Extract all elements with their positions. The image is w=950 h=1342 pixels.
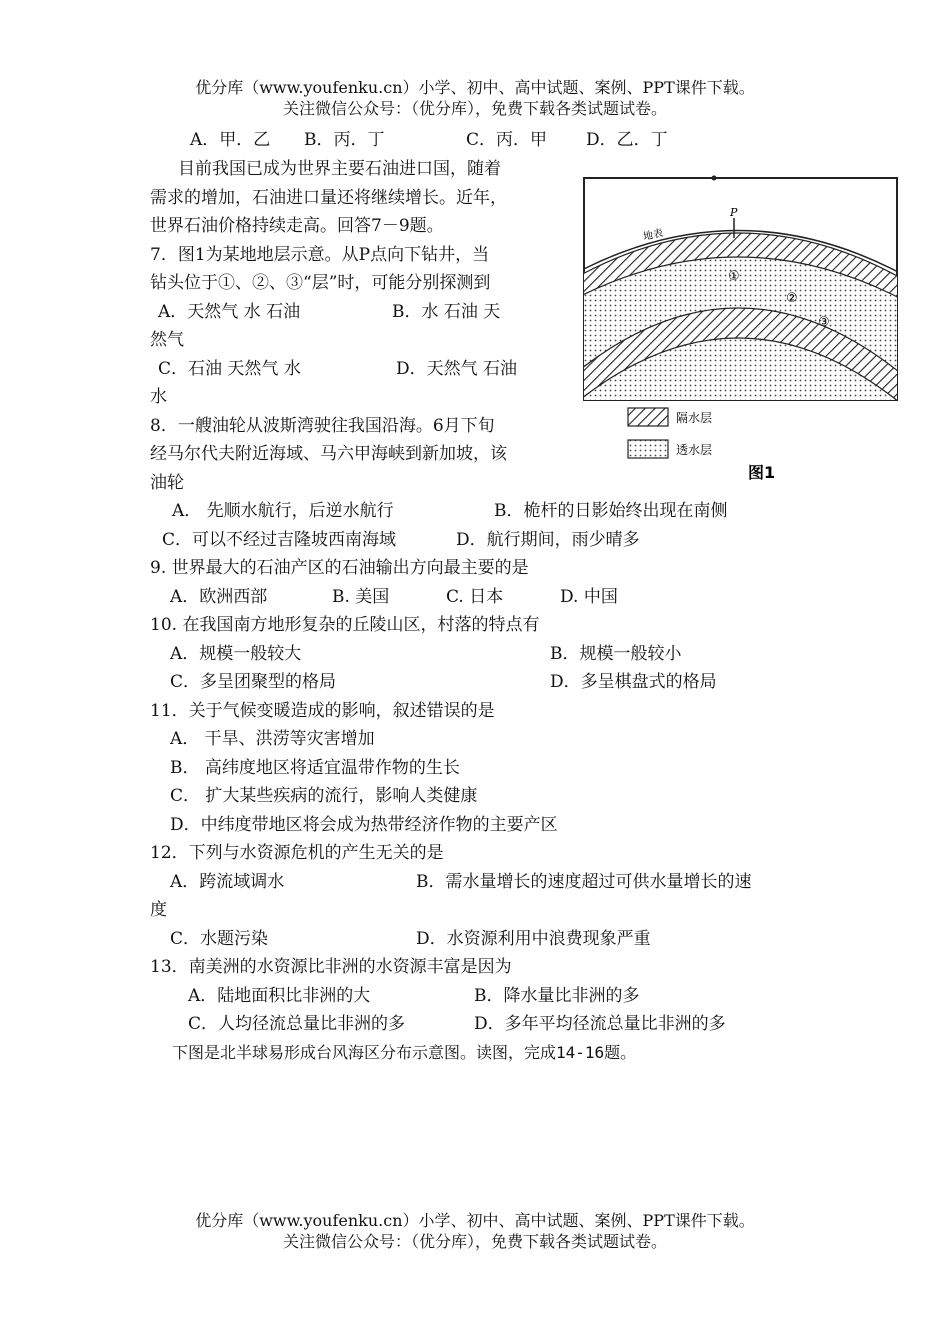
- legend-permeable-label: 透水层: [676, 443, 713, 457]
- header-line-2: 关注微信公众号：（优分库），免费下载各类试题试卷。: [282, 99, 667, 118]
- q10-option-b: B．规模一般较小: [550, 644, 682, 664]
- q13-option-c: C．人均径流总量比非洲的多: [188, 1014, 406, 1034]
- figure-caption: 图1: [748, 463, 776, 482]
- q8-stem-1: 8．一艘油轮从波斯湾驶往我国沿海。6月下旬: [150, 416, 495, 436]
- intro-line-3: 世界石油价格持续走高。回答7－9题。: [150, 216, 444, 236]
- q7-stem-2: 钻头位于①、②、③“层”时，可能分别探测到: [150, 273, 491, 293]
- legend-impermeable-swatch: [628, 408, 668, 426]
- next-section-intro: 下图是北半球易形成台风海区分布示意图。读图，完成14-16题。: [172, 1043, 637, 1062]
- q7-option-b: B．水 石油 天: [392, 302, 501, 322]
- q12-option-a: A．跨流域调水: [170, 872, 285, 892]
- q13-option-b: B．降水量比非洲的多: [474, 986, 640, 1006]
- q9-option-a: A．欧洲西部: [170, 587, 268, 607]
- q8-option-c: C．可以不经过吉隆坡西南海域: [162, 530, 397, 550]
- q13-option-a: A．陆地面积比非洲的大: [188, 986, 371, 1006]
- q11-option-a: A． 干旱、洪涝等灾害增加: [170, 729, 375, 749]
- q11-option-d: D．中纬度带地区将会成为热带经济作物的主要产区: [170, 815, 558, 835]
- q7-option-c: C．石油 天然气 水: [158, 359, 301, 379]
- q9-option-d: D. 中国: [560, 587, 618, 607]
- header-line-1: 优分库（www.youfenku.cn）小学、初中、高中试题、案例、PPT课件下载。: [195, 78, 755, 97]
- q9-option-b: B. 美国: [332, 587, 390, 607]
- q11-stem: 11．关于气候变暖造成的影响，叙述错误的是: [150, 701, 495, 721]
- p-label: P: [730, 206, 738, 219]
- q8-stem-3: 油轮: [150, 473, 184, 493]
- q7-option-a: A．天然气 水 石油: [158, 302, 301, 322]
- prev-option-c: C．丙．甲: [466, 130, 548, 150]
- q10-option-c: C．多呈团聚型的格局: [170, 672, 337, 692]
- q10-option-d: D．多呈棋盘式的格局: [550, 672, 717, 692]
- q10-option-a: A．规模一般较大: [170, 644, 302, 664]
- q7-option-b-cont: 然气: [150, 330, 184, 350]
- q7-option-d: D．天然气 石油: [396, 359, 518, 379]
- footer-line-1: 优分库（www.youfenku.cn）小学、初中、高中试题、案例、PPT课件下载。: [195, 1211, 755, 1230]
- intro-line-1: 目前我国已成为世界主要石油进口国，随着: [178, 159, 501, 179]
- q10-stem: 10. 在我国南方地形复杂的丘陵山区，村落的特点有: [150, 615, 540, 635]
- q8-option-d: D．航行期间，雨少晴多: [456, 530, 640, 550]
- q13-option-d: D．多年平均径流总量比非洲的多: [474, 1014, 726, 1034]
- q12-option-c: C．水题污染: [170, 929, 269, 949]
- q8-option-b: B．桅杆的日影始终出现在南侧: [494, 501, 728, 521]
- q13-stem: 13．南美洲的水资源比非洲的水资源丰富是因为: [150, 957, 512, 977]
- q8-option-a: A． 先顺水航行，后逆水航行: [172, 501, 394, 521]
- legend-permeable-swatch: [628, 440, 668, 458]
- q12-option-d: D．水资源利用中浪费现象严重: [416, 929, 651, 949]
- layer-1-label: ①: [728, 269, 740, 284]
- q11-option-b: B． 高纬度地区将适宜温带作物的生长: [170, 758, 460, 778]
- q8-stem-2: 经马尔代夫附近海域、马六甲海峡到新加坡，该: [150, 444, 507, 464]
- prev-option-a: A．甲．乙: [190, 130, 271, 150]
- figure-1-strata-diagram: [578, 158, 906, 486]
- q12-option-b: B．需水量增长的速度超过可供水量增长的速: [416, 872, 752, 892]
- surface-label: 地表: [642, 228, 665, 243]
- layer-3-label: ③: [818, 315, 830, 330]
- q7-stem-1: 7．图1为某地地层示意。从P点向下钻井，当: [150, 245, 490, 265]
- q9-option-c: C. 日本: [446, 587, 504, 607]
- legend-impermeable-label: 隔水层: [676, 411, 713, 425]
- prev-option-b: B．丙．丁: [304, 130, 385, 150]
- intro-line-2: 需求的增加，石油进口量还将继续增长。近年，: [150, 188, 507, 208]
- q7-option-d-cont: 水: [150, 387, 167, 407]
- q12-option-b-cont: 度: [150, 900, 167, 920]
- prev-option-d: D．乙．丁: [586, 130, 668, 150]
- q11-option-c: C． 扩大某些疾病的流行，影响人类健康: [170, 786, 478, 806]
- layer-2-label: ②: [786, 291, 798, 306]
- footer-line-2: 关注微信公众号：（优分库），免费下载各类试题试卷。: [282, 1232, 667, 1251]
- top-marker: [712, 176, 717, 181]
- q12-stem: 12．下列与水资源危机的产生无关的是: [150, 843, 444, 863]
- q9-stem: 9. 世界最大的石油产区的石油输出方向最主要的是: [150, 558, 529, 578]
